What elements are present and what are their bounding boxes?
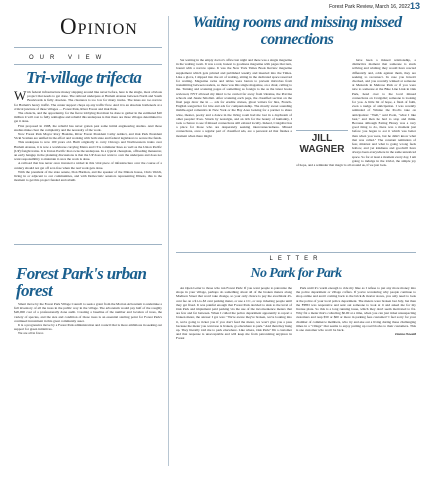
byline-first: JILL bbox=[311, 133, 333, 144]
article-trivillage: With federal infrastructure money slapping around like never before, here is the single, most obvious project that needs to get done. The railroad underpass at Harlem Avenue between North and South Boulevards is fully obsolete. The clearance is too low for many trucks. The lanes are too narrow for Harlem's heavy traffic. The center support chops up any traffic flow. And it is an absolute bottleneck at a critical juncture of three villages — Forest Park, River Forest and Oak Park. The obstacle, and the opportunity, for the fierce lobbying that must be done to gather in the estimated $20 million it will cost to fully reimagine and rebuild this underpass is that there are three villages determined to get it done. First proposed in 1998, the rebuild has never gotten past some initial engineering studies. And those studies make clear the complexity and the necessity of the work. Now Forest Park Mayor Rory Hoskins, River Forest President Cathy Adduci, and Oak Park President Vicki Scaman are unified in the effort and working with both state and federal legislators to secure the funds. This underpass is now 100 years old. Built originally to carry Chicago and Northwestern trains over Harlem Avenue, it is now a workhorse carrying Metra and CTA commuter lines as well as the Union Pacific (UP) freight trains. It is Union Pacific that owns the underpass. In a typical chessplate, offloading maneuver, an early hangup in the planning discussions is that the UP does not want to own the underpass and does not want responsibility to maintain it once the work is done. A railroad that has never once invested a nickel in this vital piece of infrastructure over the course of a century should not get off scot-free when the real work gets done. With the president of the state senate, Don Harmon, and the speaker of the Illinois house, Chris Welch, living in or adjacent to our communities, and with Democratic senators representing Illinois, this is the moment to get this project funded and rebuilt. bbox=[14, 90, 162, 183]
page-number: 13 bbox=[409, 1, 420, 11]
our-view-rule bbox=[14, 64, 162, 65]
byline bbox=[296, 130, 348, 155]
headline-missed-connections: Waiting rooms and missing missed connections bbox=[192, 14, 402, 48]
issue-meta: Forest Park Review, March 16, 2022 bbox=[329, 4, 410, 10]
section-rule bbox=[14, 47, 162, 48]
letter-label: LETTER bbox=[269, 256, 323, 262]
page-header bbox=[0, 0, 422, 12]
divider-rule bbox=[14, 244, 162, 245]
article-urban-forest: Smart move by the Forest Park Village Council to seek a grant from the Morton Arboretum to undertake a full inventory of all the trees in the public way in the village. The arboretum would pay half of the roughly $20,000 cost of a professionally done audit. Creating a baseline of the number and location of trees, the variety of species, and the size and condition of those trees is an essential starting point for Forest Park's continued investment in this great community asset. It is a progressive move by a Forest Park administration and council that is more ambitious in seeking out support for green initiatives. We are all in favor. bbox=[14, 302, 162, 336]
section-title: Opinion bbox=[60, 14, 138, 39]
headline-trivillage: Tri-village trifecta bbox=[26, 68, 142, 87]
our-view-label: OUR VIEW bbox=[29, 55, 108, 61]
headline-urban-forest: Forest Park's urban forest bbox=[16, 264, 147, 300]
article-missed-col2: have been a missed relationship, a distinctive moment that someone is stuck reliving and wishing they would have reacted differently and, odds against them, they are seeking to reconnect. In case you haven't checked, and you recently winked at someone at Menards in Melrose Park or if you were nice to someone at the Blue Line Link in Oak Park, head over to the local missed connections on Craigslist; someone is looking for you. A little bit of hope, a flash of faith, even a nudge of anticipation. I was recently reminded of Winnie the Pooh's take on anticipation: "Well," said Pooh, "what I like best," and then he had to stop and think. Because although Eating Honey was a very good thing to do, there was a moment just before you began to eat it which was better than when you were, but he didn't know what that was called." The constant reminders of fear, mistrust and what is going wrong feels hollow, and yet kindness and goodwill have always been everywhere in the same unnoticed space. So for at least a moment every day, I am going to indulge in the trivial, the simple joy of hope, and a reminder that magic is all around us, if we just look. bbox=[296, 58, 416, 168]
article-missed-col2-wrap bbox=[296, 58, 416, 248]
byline-last: WAGNER bbox=[299, 144, 345, 155]
column-divider bbox=[168, 16, 169, 466]
headline-letter: No Park for Park bbox=[250, 266, 342, 281]
drop-cap: W bbox=[14, 90, 27, 103]
letter-col2: Park until it's warm enough to ride my bike as I refuse to put any more money into the police department or village coffers. If you're wondering why people continue to shop online and aren't coming back to the brick & mortar stores, you only need to look at the police of your local police department. The meters were broken last July, but then the FPPD was responsive and sent out someone to look at it and asked me for my license plate. So this is a long running issue, which they don't seem motivated to fix. Why fix a meter that's collecting $0.00 at a time, when you can just ticket unsuspecting customers and reap $50 or $60 or more in parking fees customer? I feel sorry for your chamber of commerce members, who try and eke out a living during these challenging times in a "village" that seems to enjoy putting up road blocks to their customers. This is one customer who won't be back. Donna Oswald bbox=[296, 286, 416, 337]
letter-rule-top bbox=[176, 252, 416, 253]
article-missed-col1: Sat waiting in the empty doctor's office last night and there was a single magazine in the waiting room. It was a real, honest to goodness magazine with pages that turn, bound with a narrow spine. It was the New York Times Book Review magazine supplement which gets printed and published weekly and inserted into the Times. Like a glove, I slipped into the art of waiting, sitting in the dedicated space reserved for waiting. Magazine racks and tables were barren to prevent microbes from transmitting between readers, so there was this single magazine, on a chair, calling to me. Turning and scanning pages of something as foreign to me as the latest books reviewed, NYT allowed my mind to be carried far away from Ukraine, the Pravina schools and Jussie Smollett. After scanning each page, the classified section on the final page drew me in — ads for erudite cruises, ghost writers for hire, French-English songwriter for hire and ads for companionship. The mostly sweet sounding middle-aged romantics in New York or the Bay Area looking for a partner to share wine, theater, poetry and a dance in the living room had me lost in a daydream of other peoples' lives. Struck by nostalgia, and an itch for the beauty of humanity, I took a chance to see if missed connections still existed locally. Indeed, Craigslist has a place for those who are desperately seeking interconnectedness. Missed connections, once a regular part of classified ads, are a personal ad that flashes a moment when there might bbox=[176, 58, 292, 138]
letter-signature: Donna Oswald bbox=[395, 332, 416, 337]
letter-col1: An Open Letter to those who run Forest Park: If you want people to patronize the shops in your village, perhaps do something about all of the broken meters along Madison Street that won't take change, so your only choice is pay the exorbitant 45-cent fee on a $1-to-$3 cent parking meter, or use a CC, or stop ticketing people until they get fixed. It was painful enough that Forest Park decided to sink to the level of Oak Park and implement paid parking via the use of the inconvenience meters that are few and far between. When I called the police department apparently to report a broken meter, the answer I got was: "We're aware they're broken, we're looking into it, we're going to ticket you if you don't feed the meter, we won't give you a pass because the meter you want use is broken, go elsewhere to park." And then they hung up. They literally told me to park elsewhere. Like where, Oak Park? I'm a customer and that response is unacceptable and will keep me from patronizing anyplace in Forest bbox=[176, 286, 292, 341]
